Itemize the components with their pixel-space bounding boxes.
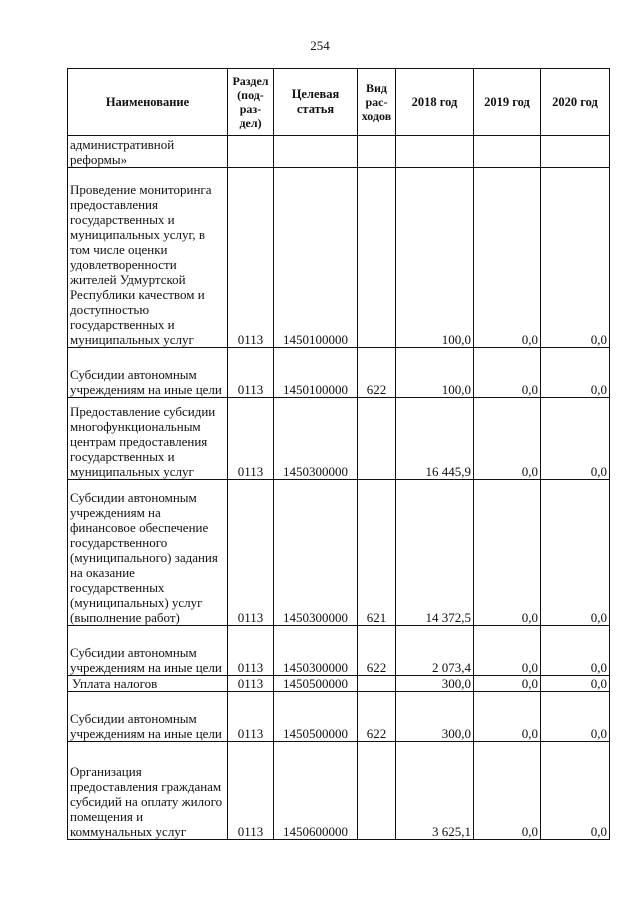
row-2019 [474,136,541,168]
page-number: 254 [310,38,330,53]
table-row [68,626,610,676]
row-type [358,398,396,480]
row-section: 0113 [228,692,274,742]
row-2020: 0,0 [541,480,610,626]
row-2019: 0,0 [474,168,541,348]
budget-table [67,68,610,840]
row-section: 0113 [228,398,274,480]
row-type: 622 [358,626,396,676]
header-row [68,69,610,136]
row-target: 1450500000 [274,692,358,742]
row-2018: 14 372,5 [396,480,474,626]
row-2020 [541,136,610,168]
row-2020: 0,0 [541,168,610,348]
row-type [358,742,396,840]
row-2018: 2 073,4 [396,626,474,676]
row-2018: 3 625,1 [396,742,474,840]
header-2018: 2018 год [396,69,474,136]
row-2019: 0,0 [474,398,541,480]
row-target: 1450600000 [274,742,358,840]
row-target: 1450300000 [274,398,358,480]
row-2018: 300,0 [396,692,474,742]
row-2020: 0,0 [541,348,610,398]
row-section: 0113 [228,626,274,676]
row-2020: 0,0 [541,692,610,742]
header-2020: 2020 год [541,69,610,136]
header-name: Наименование [68,69,228,136]
row-name: Проведение мониторинга предоставления государственных и муниципальных услуг, в том числе оценки удовлетворенности жителей Удмуртской Республики качеством и доступностью государственных и муниципальных услуг [68,168,228,348]
row-2018: 100,0 [396,168,474,348]
table-row [68,480,610,626]
row-section: 0113 [228,348,274,398]
row-2019: 0,0 [474,742,541,840]
row-target: 1450500000 [274,676,358,692]
row-target: 1450100000 [274,348,358,398]
header-2019: 2019 год [474,69,541,136]
row-name: Уплата налогов [68,676,228,692]
row-section: 0113 [228,676,274,692]
table-row [68,348,610,398]
row-2019: 0,0 [474,692,541,742]
row-section: 0113 [228,480,274,626]
row-type [358,676,396,692]
table-row [68,692,610,742]
row-2018: 100,0 [396,348,474,398]
header-section: Раздел (под-раз-дел) [228,69,274,136]
row-target: 1450300000 [274,626,358,676]
row-2020: 0,0 [541,676,610,692]
row-target: 1450300000 [274,480,358,626]
row-2020: 0,0 [541,398,610,480]
header-type: Вид рас-ходов [358,69,396,136]
row-section [228,136,274,168]
row-type [358,136,396,168]
table-row [68,398,610,480]
row-2018: 16 445,9 [396,398,474,480]
table-row [68,676,610,692]
row-2019: 0,0 [474,348,541,398]
row-name: Организация предоставления гражданам субсидий на оплату жилого помещения и коммунальных услуг [68,742,228,840]
row-type: 621 [358,480,396,626]
header-target: Целевая статья [274,69,358,136]
row-2019: 0,0 [474,626,541,676]
table-row [68,742,610,840]
table-row [68,168,610,348]
row-name: Субсидии автономным учреждениям на иные цели [68,348,228,398]
row-type: 622 [358,692,396,742]
row-2019: 0,0 [474,676,541,692]
row-type: 622 [358,348,396,398]
row-name: Субсидии автономным учреждениям на иные цели [68,692,228,742]
row-type [358,168,396,348]
row-name: Субсидии автономным учреждениям на финансовое обеспечение государственного (муниципального) задания на оказание государственных (муниципальных) услуг (выполнение работ) [68,480,228,626]
row-2018: 300,0 [396,676,474,692]
row-section: 0113 [228,168,274,348]
row-name: административной реформы» [68,136,228,168]
row-target [274,136,358,168]
table-row [68,136,610,168]
row-2020: 0,0 [541,742,610,840]
row-name: Предоставление субсидии многофункциональным центрам предоставления государственных и муниципальных услуг [68,398,228,480]
row-name: Субсидии автономным учреждениям на иные цели [68,626,228,676]
row-2019: 0,0 [474,480,541,626]
row-2018 [396,136,474,168]
row-section: 0113 [228,742,274,840]
row-target: 1450100000 [274,168,358,348]
row-2020: 0,0 [541,626,610,676]
